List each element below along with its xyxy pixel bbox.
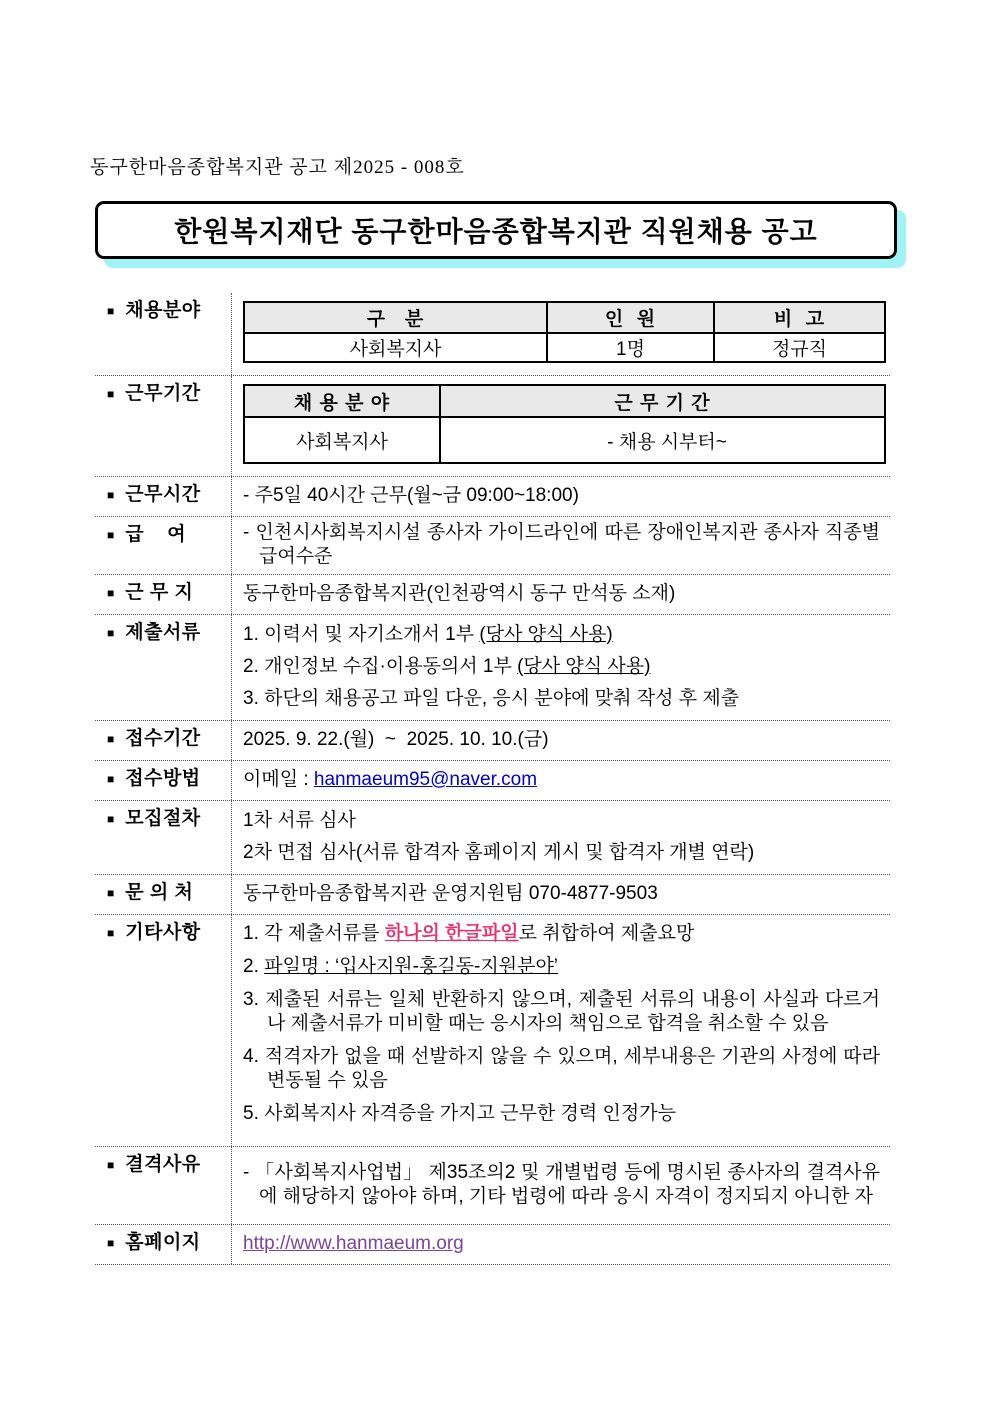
content-salary — [232, 517, 890, 574]
cell-category: 사회복지사 — [244, 333, 547, 362]
cell-period: - 채용 시부터~ — [440, 417, 885, 463]
square-bullet-icon: ■ — [107, 387, 115, 401]
content-misc — [232, 915, 890, 1146]
documents-item-2 — [243, 651, 880, 683]
label-selection-process — [95, 801, 232, 874]
content-homepage — [232, 1225, 890, 1264]
label-text: 모집절차 — [125, 808, 201, 829]
label-text: 기타사항 — [125, 922, 201, 943]
label-work-period — [95, 376, 232, 476]
work-place-text: 동구한마음종합복지관(인천광역시 동구 만석동 소재) — [243, 583, 676, 604]
misc-item-2-underline: 파일명 : ‘입사지원-홍길동-지원분야’ — [264, 956, 559, 977]
row-selection-process — [95, 801, 890, 875]
misc-item-1-highlight: 하나의 한글파일 — [384, 923, 519, 944]
label-recruit-field — [95, 293, 232, 375]
table-header-category: 구 분 — [244, 302, 547, 333]
label-text: 제출서류 — [125, 622, 201, 643]
misc-item-5: 5. 사회복지사 자격증을 가지고 근무한 경력 인정가능 — [243, 1103, 676, 1124]
square-bullet-icon: ■ — [107, 304, 115, 318]
label-application-method — [95, 761, 232, 800]
content-disqualification — [232, 1147, 890, 1224]
square-bullet-icon: ■ — [107, 732, 115, 746]
label-text: 접수방법 — [125, 768, 201, 789]
documents-item-2-underline: (당사 양식 사용) — [517, 656, 651, 677]
label-application-period — [95, 721, 232, 760]
misc-item-1-suffix: 로 취합하여 제출요망 — [518, 923, 695, 944]
label-work-hours — [95, 477, 232, 516]
application-method-line — [243, 765, 880, 795]
square-bullet-icon: ■ — [107, 626, 115, 640]
row-salary — [95, 517, 890, 575]
row-disqualification — [95, 1147, 890, 1225]
content-contact — [232, 875, 890, 914]
selection-process-line-2: 2차 면접 심사(서류 합격자 홈페이지 게시 및 합격자 개별 연락) — [243, 842, 755, 863]
misc-item-1 — [243, 922, 880, 946]
misc-item-3: 3. 제출된 서류는 일체 반환하지 않으며, 제출된 서류의 내용이 사실과 다르거나 제출서류가 미비할 때는 응시자의 책임으로 합격을 취소할 수 있음 — [243, 989, 880, 1034]
content-recruit-field — [232, 293, 896, 375]
square-bullet-icon: ■ — [107, 586, 115, 600]
label-documents — [95, 615, 232, 720]
disqualification-text: - 「사회복지사업법」 제35조의2 및 개별법령 등에 명시된 종사자의 결격사유에 해당하지 않아야 하며, 기타 법령에 따라 응시 자격이 정지되지 아니한 자 — [243, 1162, 880, 1207]
table-header-period: 근 무 기 간 — [440, 385, 885, 417]
row-application-method — [95, 761, 890, 801]
label-text: 근무시간 — [125, 484, 201, 505]
misc-item-4: 4. 적격자가 없을 때 선발하지 않을 수 있으며, 세부내용은 기관의 사정에 따라 변동될 수 있음 — [243, 1046, 880, 1091]
misc-item-1-text: 1. 각 제출서류를 — [243, 923, 385, 944]
label-text: 근 무 지 — [125, 582, 194, 603]
label-text: 결격사유 — [125, 1154, 201, 1175]
label-disqualification — [95, 1147, 232, 1224]
contact-text: 동구한마음종합복지관 운영지원팀 070-4877-9503 — [243, 883, 658, 904]
cell-headcount: 1명 — [547, 333, 714, 362]
label-misc — [95, 915, 232, 1146]
table-row — [244, 417, 885, 463]
application-period-text: 2025. 9. 22.(월) ~ 2025. 10. 10.(금) — [243, 729, 549, 750]
square-bullet-icon: ■ — [107, 772, 115, 786]
page-title: 한원복지재단 동구한마음종합복지관 직원채용 공고 — [174, 216, 818, 247]
content-application-method — [232, 761, 890, 800]
row-work-period — [95, 376, 890, 477]
content-documents — [232, 615, 890, 720]
salary-text: - 인천시사회복지시설 종사자 가이드라인에 따른 장애인복지관 종사자 직종별 급여수준 — [243, 522, 880, 567]
row-homepage — [95, 1225, 890, 1265]
row-work-hours — [95, 477, 890, 517]
cell-note: 정규직 — [714, 333, 885, 362]
square-bullet-icon: ■ — [107, 1158, 115, 1172]
recruit-field-table — [243, 301, 886, 363]
row-work-place — [95, 575, 890, 615]
label-work-place — [95, 575, 232, 614]
misc-item-2 — [243, 955, 880, 979]
row-recruit-field — [95, 293, 890, 376]
row-documents — [95, 615, 890, 721]
label-text: 근무기간 — [125, 383, 201, 404]
documents-item-1-text: 1. 이력서 및 자기소개서 1부 — [243, 624, 480, 645]
misc-item-2-number: 2. — [243, 956, 265, 977]
table-header-headcount: 인 원 — [547, 302, 714, 333]
row-application-period — [95, 721, 890, 761]
square-bullet-icon: ■ — [107, 528, 115, 542]
documents-item-2-text: 2. 개인정보 수집·이용동의서 1부 — [243, 656, 518, 677]
documents-item-3: 3. 하단의 채용공고 파일 다운, 응시 분야에 맞춰 작성 후 제출 — [243, 688, 740, 709]
table-row — [244, 333, 885, 362]
square-bullet-icon: ■ — [107, 812, 115, 826]
square-bullet-icon: ■ — [107, 488, 115, 502]
table-header-note: 비 고 — [714, 302, 885, 333]
square-bullet-icon: ■ — [107, 886, 115, 900]
content-work-place — [232, 575, 890, 614]
main-table — [95, 293, 890, 1265]
label-salary — [95, 517, 232, 574]
label-text: 채용분야 — [125, 300, 201, 321]
homepage-link[interactable]: http://www.hanmaeum.org — [243, 1233, 464, 1254]
selection-process-line-1: 1차 서류 심사 — [243, 810, 356, 831]
label-contact — [95, 875, 232, 914]
label-text: 접수기간 — [125, 728, 201, 749]
content-work-hours — [232, 477, 890, 516]
cell-field: 사회복지사 — [244, 417, 440, 463]
row-misc — [95, 915, 890, 1147]
square-bullet-icon: ■ — [107, 1236, 115, 1250]
documents-item-1 — [243, 619, 880, 651]
content-work-period — [232, 376, 896, 476]
row-contact — [95, 875, 890, 915]
work-hours-text: - 주5일 40시간 근무(월~금 09:00~18:00) — [243, 485, 579, 506]
documents-item-1-underline: (당사 양식 사용) — [479, 624, 613, 645]
content-application-period — [232, 721, 890, 760]
label-text: 급 여 — [125, 524, 187, 545]
label-homepage — [95, 1225, 232, 1264]
content-selection-process — [232, 801, 890, 874]
table-header-field: 채 용 분 야 — [244, 385, 440, 417]
email-link[interactable]: hanmaeum95@naver.com — [313, 769, 538, 790]
label-text: 홈페이지 — [125, 1232, 201, 1253]
doc-number: 동구한마음종합복지관 공고 제2025 - 008호 — [90, 157, 465, 178]
title-box — [95, 201, 897, 259]
work-period-table — [243, 384, 886, 464]
square-bullet-icon: ■ — [107, 926, 115, 940]
email-label: 이메일 : — [243, 769, 314, 790]
label-text: 문 의 처 — [125, 882, 194, 903]
